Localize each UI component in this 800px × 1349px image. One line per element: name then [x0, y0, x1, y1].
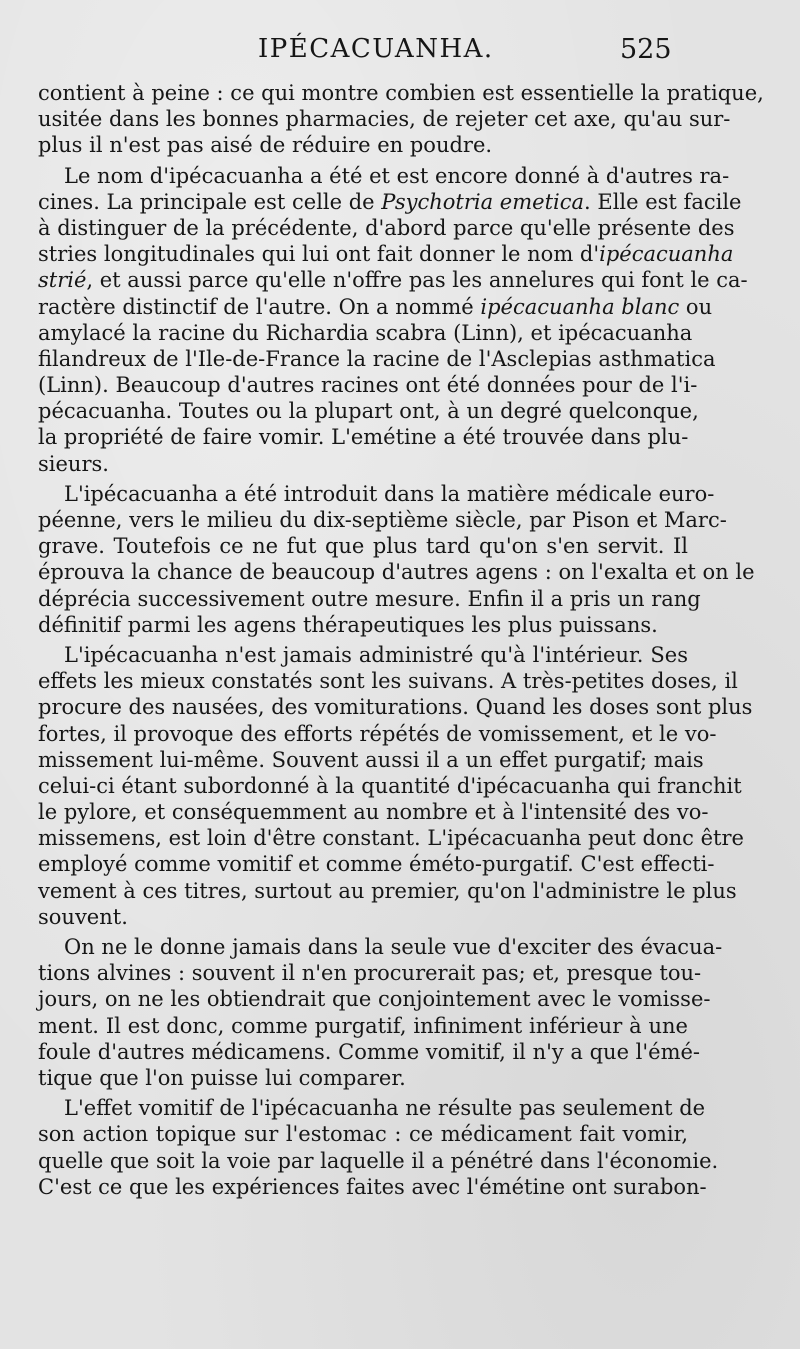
text-line [38, 294, 713, 320]
text-line [38, 533, 688, 559]
text-run: son action topique sur l'estomac : ce médicament fait vomir, [38, 1122, 688, 1147]
text-line [38, 721, 717, 747]
body-text [38, 80, 764, 1200]
text-run: contient à peine : ce qui montre combien est essentielle la pratique, [38, 81, 764, 105]
text-run: On ne le donne jamais dans la seule vue d'exciter des évacua- [64, 935, 723, 959]
text-line [38, 1039, 701, 1065]
text-line [38, 1148, 719, 1174]
text-run: définitif parmi les agens thérapeutiques les plus puissans. [38, 612, 658, 637]
text-run: celui-ci étant subordonné à la quantité d'ipécacuanha qui franchit [38, 773, 742, 798]
text-line [38, 481, 715, 507]
text-run: employé comme vomitif et comme éméto-purgatif. C'est effecti- [38, 852, 715, 877]
text-line [38, 398, 699, 424]
text-line [38, 1065, 688, 1091]
italic-text: ipécacuanha blanc [480, 294, 680, 319]
text-line [38, 904, 688, 930]
text-line [38, 451, 688, 477]
text-run: foule d'autres médicamens. Comme vomitif, il n'y a que l'émé- [38, 1039, 701, 1064]
text-line [38, 424, 688, 450]
text-run: Le nom d'ipécacuanha a été et est encore donné à d'autres ra- [64, 163, 730, 188]
text-line [38, 799, 709, 825]
paragraph [38, 934, 723, 1091]
text-run: missemens, est loin d'être constant. L'ipécacuanha peut donc être [38, 826, 744, 851]
paragraph [38, 481, 755, 638]
text-line [38, 559, 755, 585]
text-line [38, 215, 735, 241]
text-line [38, 642, 688, 668]
text-run: tions alvines : souvent il n'en procurerait pas; et, presque tou- [38, 961, 702, 986]
text-run: souvent. [38, 904, 128, 929]
page-number: 525 [620, 34, 672, 65]
text-line [38, 668, 738, 694]
text-line [38, 320, 693, 346]
text-run: pécacuanha. Toutes ou la plupart ont, à un degré quelconque, [38, 399, 699, 424]
text-line [38, 1013, 688, 1039]
text-line [38, 346, 716, 372]
text-line [38, 878, 737, 904]
text-line [38, 267, 748, 293]
text-run: amylacé la racine du Richardia scabra (Linn), et ipécacuanha [38, 320, 693, 345]
text-run: . Elle est facile [584, 189, 742, 214]
text-run: procure des nausées, des vomiturations. Quand les doses sont plus [38, 695, 753, 720]
paragraph [38, 163, 748, 477]
text-line [38, 747, 704, 773]
text-line [38, 986, 711, 1012]
text-run: quelle que soit la voie par laquelle il a pénétré dans l'économie. [38, 1148, 719, 1173]
text-line [38, 825, 744, 851]
text-line [38, 1174, 707, 1200]
text-line [38, 694, 753, 720]
text-run: L'ipécacuanha n'est jamais administré qu'à l'intérieur. Ses [64, 642, 688, 667]
text-run: péenne, vers le milieu du dix-septième siècle, par Pison et Marc- [38, 508, 727, 532]
text-run: grave. Toutefois ce ne fut que plus tard qu'on s'en servit. Il [38, 534, 688, 559]
text-run: ou [679, 294, 713, 319]
text-run: fortes, il provoque des efforts répétés de vomissement, et le vo- [38, 721, 717, 746]
text-line [38, 163, 730, 189]
text-run: plus il n'est pas aisé de réduire en poudre. [38, 133, 493, 158]
italic-text: ipécacuanha [599, 242, 734, 267]
text-line [38, 80, 764, 106]
text-run: L'ipécacuanha a été introduit dans la matière médicale euro- [64, 481, 715, 506]
text-run: ractère distinctif de l'autre. On a nommé [38, 294, 481, 319]
text-run: missement lui-même. Souvent aussi il a un effet purgatif; mais [38, 747, 704, 772]
text-run: la propriété de faire vomir. L'emétine a été trouvée dans plu- [38, 425, 689, 450]
text-run: vement à ces titres, surtout au premier, qu'on l'administre le plus [38, 878, 737, 903]
text-line [38, 773, 742, 799]
text-line [38, 189, 742, 215]
paragraph [38, 80, 764, 159]
text-line [38, 851, 715, 877]
text-line [38, 507, 727, 533]
text-run: effets les mieux constatés sont les suivans. A très-petites doses, il [38, 669, 738, 694]
text-run: tique que l'on puisse lui comparer. [38, 1065, 406, 1090]
text-run: filandreux de l'Ile-de-France la racine de l'Asclepias asthmatica [38, 346, 716, 371]
italic-text: Psychotria emetica [381, 189, 585, 214]
text-run: (Linn). Beaucoup d'autres racines ont été données pour de l'i- [38, 373, 698, 398]
text-run: ment. Il est donc, comme purgatif, infiniment inférieur à une [38, 1013, 688, 1038]
italic-text: strié [38, 268, 87, 293]
text-run: à distinguer de la précédente, d'abord parce qu'elle présente des [38, 215, 735, 240]
text-line [38, 934, 723, 960]
running-title: IPÉCACUANHA. [258, 34, 494, 64]
text-line [38, 612, 688, 638]
text-run: , et aussi parce qu'elle n'offre pas les annelures qui font le ca- [86, 268, 748, 293]
text-run: déprécia successivement outre mesure. Enfin il a pris un rang [38, 586, 701, 611]
text-line [38, 1095, 706, 1121]
text-line [38, 106, 731, 132]
text-run: jours, on ne les obtiendrait que conjointement avec le vomisse- [38, 987, 711, 1012]
paragraph [38, 642, 753, 930]
text-run: sieurs. [38, 451, 109, 476]
text-run: stries longitudinales qui lui ont fait donner le nom d' [38, 242, 600, 267]
text-run: le pylore, et conséquemment au nombre et à l'intensité des vo- [38, 800, 709, 825]
text-run: éprouva la chance de beaucoup d'autres agens : on l'exalta et on le [38, 560, 755, 585]
running-head [0, 34, 800, 74]
text-line [38, 132, 688, 158]
text-line [38, 1121, 688, 1147]
text-line [38, 372, 698, 398]
paragraph [38, 1095, 719, 1200]
text-run: usitée dans les bonnes pharmacies, de rejeter cet axe, qu'au sur- [38, 107, 731, 132]
text-line [38, 241, 734, 267]
text-run: cines. La principale est celle de [38, 189, 382, 214]
text-line [38, 586, 701, 612]
text-run: L'effet vomitif de l'ipécacuanha ne résulte pas seulement de [64, 1096, 706, 1121]
text-run: C'est ce que les expériences faites avec l'émétine ont surabon- [38, 1174, 707, 1199]
text-line [38, 960, 702, 986]
